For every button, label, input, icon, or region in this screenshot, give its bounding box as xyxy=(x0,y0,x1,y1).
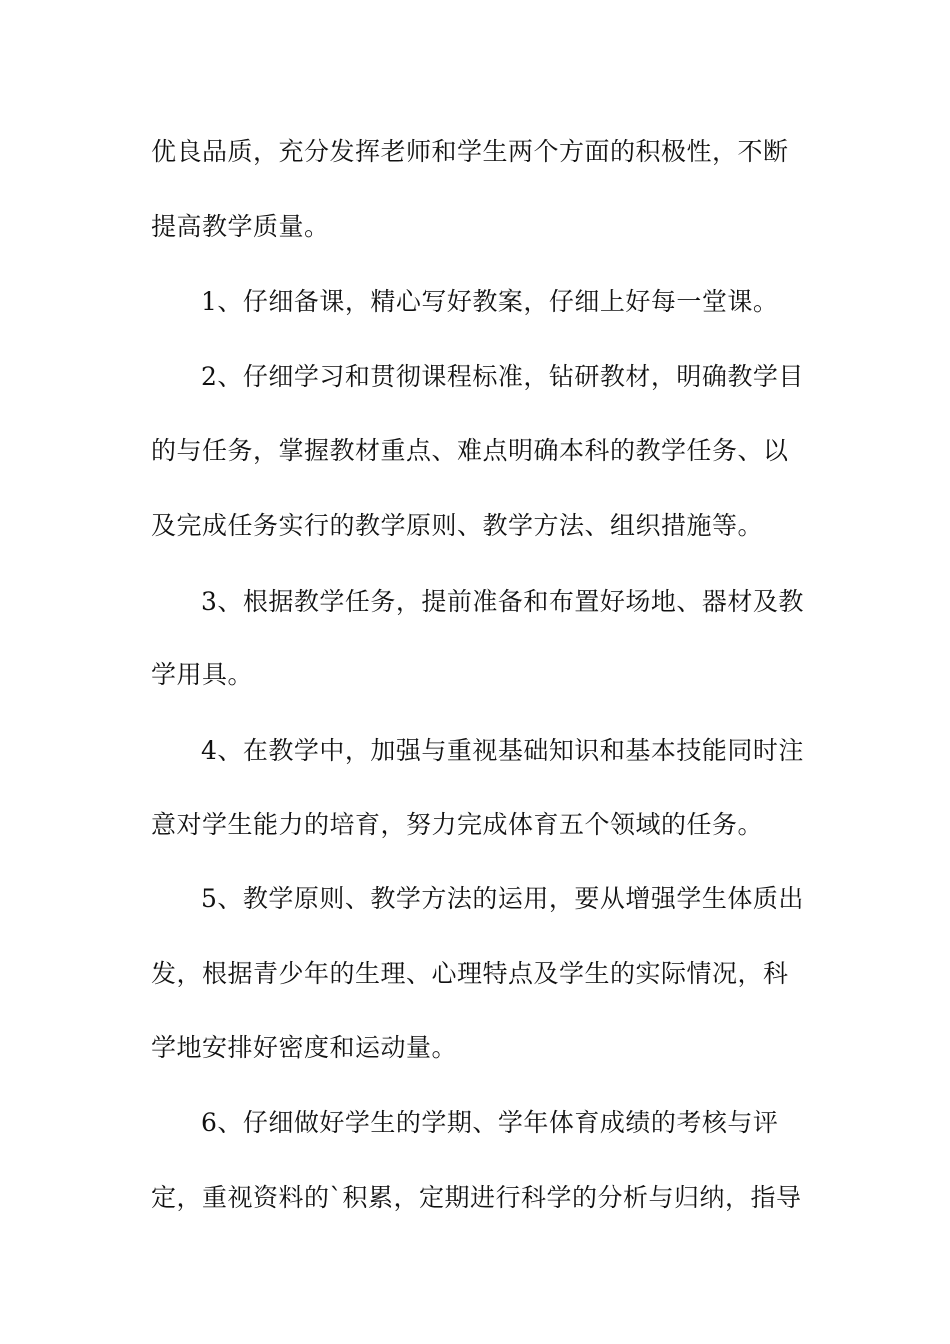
text-line: 提高教学质量。 xyxy=(151,212,330,241)
list-item-1: 1、仔细备课，精心写好教案，仔细上好每一堂课。 xyxy=(201,287,779,316)
list-item-5: 5、教学原则、教学方法的运用，要从增强学生体质出 xyxy=(201,884,804,913)
text-line: 意对学生能力的培育，努力完成体育五个领域的任务。 xyxy=(151,810,764,839)
list-item-6: 6、仔细做好学生的学期、学年体育成绩的考核与评 xyxy=(201,1108,779,1137)
list-item-2: 2、仔细学习和贯彻课程标准，钻研教材，明确教学目 xyxy=(201,362,804,391)
list-item-3: 3、根据教学任务，提前准备和布置好场地、器材及教 xyxy=(201,587,804,616)
text-line: 学地安排好密度和运动量。 xyxy=(151,1033,458,1062)
text-line: 优良品质，充分发挥老师和学生两个方面的积极性，不断 xyxy=(151,137,789,166)
text-line: 的与任务，掌握教材重点、难点明确本科的教学任务、以 xyxy=(151,436,789,465)
text-line: 定，重视资料的`积累，定期进行科学的分析与归纳，指导 xyxy=(151,1183,802,1212)
text-line: 及完成任务实行的教学原则、教学方法、组织措施等。 xyxy=(151,511,764,540)
text-line: 学用具。 xyxy=(151,660,254,689)
list-item-4: 4、在教学中，加强与重视基础知识和基本技能同时注 xyxy=(201,736,804,765)
text-line: 发，根据青少年的生理、心理特点及学生的实际情况，科 xyxy=(151,959,789,988)
